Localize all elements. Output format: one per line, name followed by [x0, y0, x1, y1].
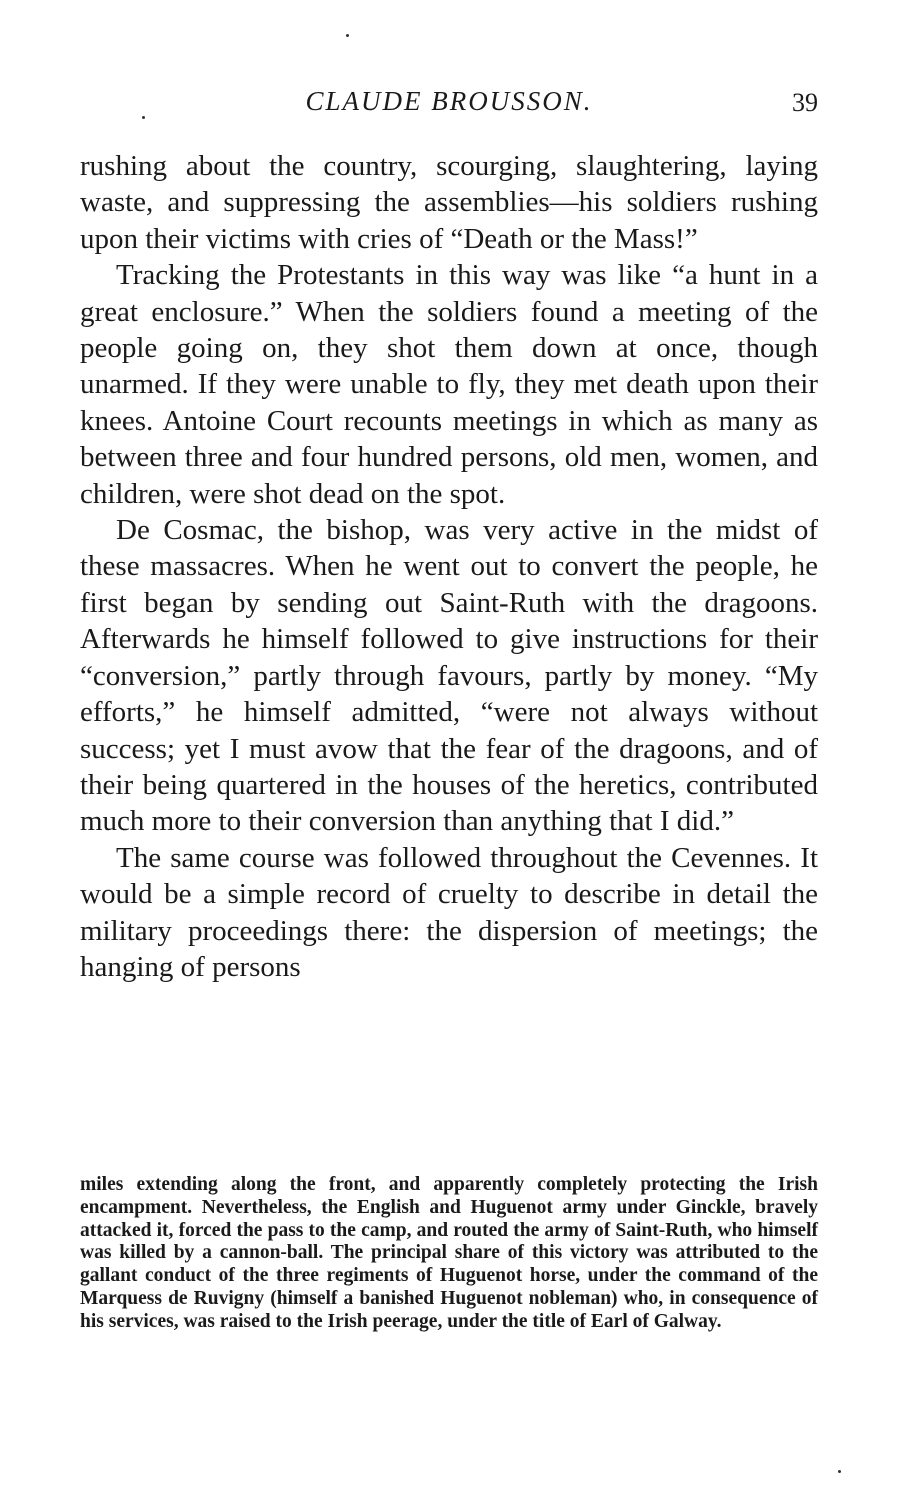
body-text: [80, 148, 818, 985]
page-number: 39: [792, 88, 818, 117]
print-speck: [346, 34, 349, 37]
paragraph: rushing about the country, scourging, slaughtering, laying waste, and suppressing the assemblies—his soldiers rushing upon their victims with cries of “Death or the Mass!”: [80, 150, 818, 255]
running-title: CLAUDE BROUSSON.: [305, 86, 593, 116]
footnote: [80, 1174, 818, 1334]
running-head: [80, 86, 818, 126]
print-speck: [838, 1470, 841, 1473]
paragraph: De Cosmac, the bishop, was very active in the midst of these massacres. When he went out to convert the people, he first began by sending out Saint-Ruth with the dragoons. Afterwards he himself followed to give instructions for their “conversion,” partly through favours, partly by money. “My efforts,” he himself admitted, “were not always without success; yet I must avow that the fear of the dragoons, and of their being quartered in the houses of the heretics, contributed much more to their conversion than anything that I did.”: [80, 514, 818, 838]
paragraph: Tracking the Protestants in this way was like “a hunt in a great enclosure.” When the soldiers found a meeting of the people going on, they shot them down at once, though unarmed. If they were unable to fly, they met death upon their knees. Antoine Court recounts meetings in which as many as between three and four hundred persons, old men, women, and children, were shot dead on the spot.: [80, 259, 818, 510]
footnote-text: miles extending along the front, and apparently completely protecting the Irish encampment. Nevertheless, the English and Huguenot army under Ginckle, bravely attacked it, forced the pass to the camp, and routed the army of Saint-Ruth, who himself was killed by a cannon-ball. The principal share of this victory was attributed to the gallant conduct of the three regiments of Huguenot horse, under the command of the Marquess de Ruvigny (himself a banished Huguenot nobleman) who, in consequence of his services, was raised to the Irish peerage, under the title of Earl of Galway.: [80, 1174, 818, 1332]
paragraph: The same course was followed throughout the Cevennes. It would be a simple record of cruelty to describe in detail the military proceedings there: the dispersion of meetings; the hanging of persons: [80, 841, 818, 983]
